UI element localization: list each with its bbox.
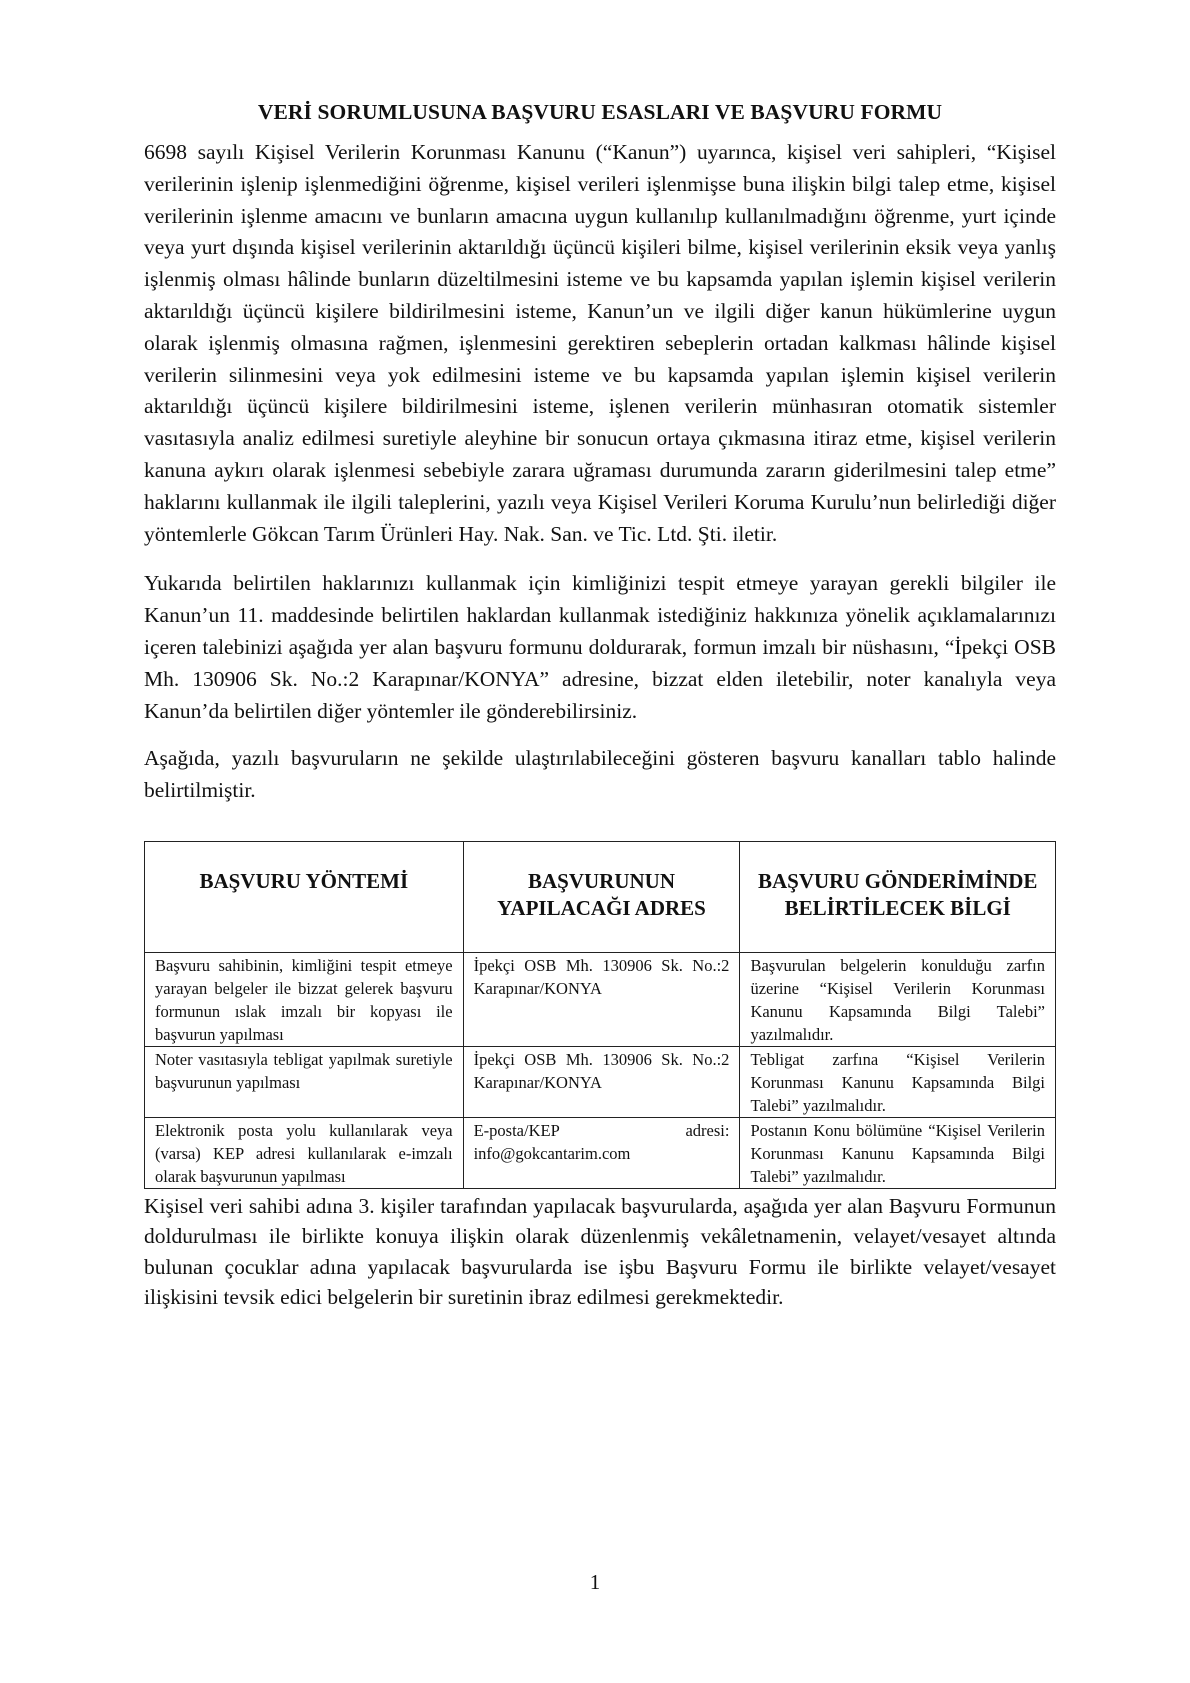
application-methods-table [144, 841, 1056, 1189]
paragraph-channels-intro: Aşağıda, yazılı başvuruların ne şekilde ulaştırılabileceğini gösteren başvuru kanalları tablo halinde belirtilmiştir. [144, 746, 1056, 803]
cell-info: Postanın Konu bölümüne “Kişisel Verilerin Korunması Kanunu Kapsamında Bilgi Talebi” yazılmalıdır. [740, 1117, 1056, 1188]
cell-address: İpekçi OSB Mh. 130906 Sk. No.:2 Karapınar/KONYA [463, 1046, 740, 1117]
header-method: BAŞVURU YÖNTEMİ [145, 841, 464, 952]
page-number: 1 [589, 1570, 601, 1594]
table-row [145, 952, 1056, 1046]
document-title: VERİ SORUMLUSUNA BAŞVURU ESASLARI VE BAŞVURU FORMU [257, 100, 943, 124]
cell-method: Noter vasıtasıyla tebligat yapılmak suretiyle başvurunun yapılması [145, 1046, 464, 1117]
table-row [145, 1046, 1056, 1117]
paragraph-third-party: Kişisel veri sahibi adına 3. kişiler tarafından yapılacak başvurularda, aşağıda yer alan Başvuru Formunun doldurulması ile birlikte konuya ilişkin olarak düzenlenmiş vekâletnamenin, velayet/vesayet altında bulunan çocuklar adına yapılacak başvurularda ise işbu Başvuru Formu ile birlikte velayet/vesayet ilişkisini tevsik edici belgelerin bir suretinin ibraz edilmesi gerekmektedir. [144, 1193, 1056, 1310]
table-row [145, 1117, 1056, 1188]
cell-info: Başvurulan belgelerin konulduğu zarfın üzerine “Kişisel Verilerin Korunması Kanunu Kapsamında Bilgi Talebi” yazılmalıdır. [740, 952, 1056, 1046]
cell-info: Tebligat zarfına “Kişisel Verilerin Korunması Kanunu Kapsamında Bilgi Talebi” yazılmalıdır. [740, 1046, 1056, 1117]
cell-address: İpekçi OSB Mh. 130906 Sk. No.:2 Karapınar/KONYA [463, 952, 740, 1046]
table-header-row [145, 841, 1056, 952]
header-address: BAŞVURUNUN YAPILACAĞI ADRES [463, 841, 740, 952]
paragraph-application: Yukarıda belirtilen haklarınızı kullanmak için kimliğinizi tespit etmeye yarayan gerekli bilgiler ile Kanun’un 11. maddesinde belirtilen haklardan kullanmak istediğiniz hakkınıza yönelik açıklamalarınızı içeren talebinizi aşağıda yer alan başvuru formunu doldurarak, formun imzalı bir nüshasını, “İpekçi OSB Mh. 130906 Sk. No.:2 Karapınar/KONYA” adresine, bizzat elden iletebilir, noter kanalıyla veya Kanun’da belirtilen diğer yöntemler ile gönderebilirsiniz. [144, 571, 1056, 723]
cell-address: E-posta/KEP adresi: info@gokcantarim.com [463, 1117, 740, 1188]
paragraph-rights: 6698 sayılı Kişisel Verilerin Korunması Kanunu (“Kanun”) uyarınca, kişisel veri sahipleri, “Kişisel verilerinin işlenip işlenmediğini öğrenme, kişisel verileri işlenmişse buna ilişkin bilgi talep etme, kişisel verilerinin işlenme amacını ve bunların amacına uygun kullanılıp kullanılmadığını öğrenme, yurt içinde veya yurt dışında kişisel verilerinin aktarıldığı üçüncü kişileri bilme, kişisel verilerinin eksik veya yanlış işlenmiş olması hâlinde bunların düzeltilmesini isteme ve bu kapsamda yapılan işlemin kişisel verilerin aktarıldığı üçüncü kişilere bildirilmesini isteme, Kanun’un ve ilgili diğer kanun hükümlerine uygun olarak işlenmiş olmasına rağmen, işlenmesini gerektiren sebeplerin ortadan kalkması hâlinde kişisel verilerin silinmesini veya yok edilmesini isteme ve bu kapsamda yapılan işlemin kişisel verilerin aktarıldığı üçüncü kişilere bildirilmesini isteme, işlenen verilerin münhasıran otomatik sistemler vasıtasıyla analiz edilmesi suretiyle aleyhine bir sonucun ortaya çıkmasına itiraz etme, kişisel verilerin kanuna aykırı olarak işlenmesi sebebiyle zarara uğraması durumunda zararın giderilmesini talep etme” haklarını kullanmak ile ilgili taleplerini, yazılı veya Kişisel Verileri Koruma Kurulu’nun belirlediği diğer yöntemlerle Gökcan Tarım Ürünleri Hay. Nak. San. ve Tic. Ltd. Şti. iletir. [144, 140, 1056, 546]
cell-method: Elektronik posta yolu kullanılarak veya (varsa) KEP adresi kullanılarak e-imzalı olarak başvurunun yapılması [145, 1117, 464, 1188]
header-info: BAŞVURU GÖNDERİMİNDE BELİRTİLECEK BİLGİ [740, 841, 1056, 952]
cell-method: Başvuru sahibinin, kimliğini tespit etmeye yarayan belgeler ile bizzat gelerek başvuru formunun ıslak imzalı bir kopyası ile başvurun yapılması [145, 952, 464, 1046]
